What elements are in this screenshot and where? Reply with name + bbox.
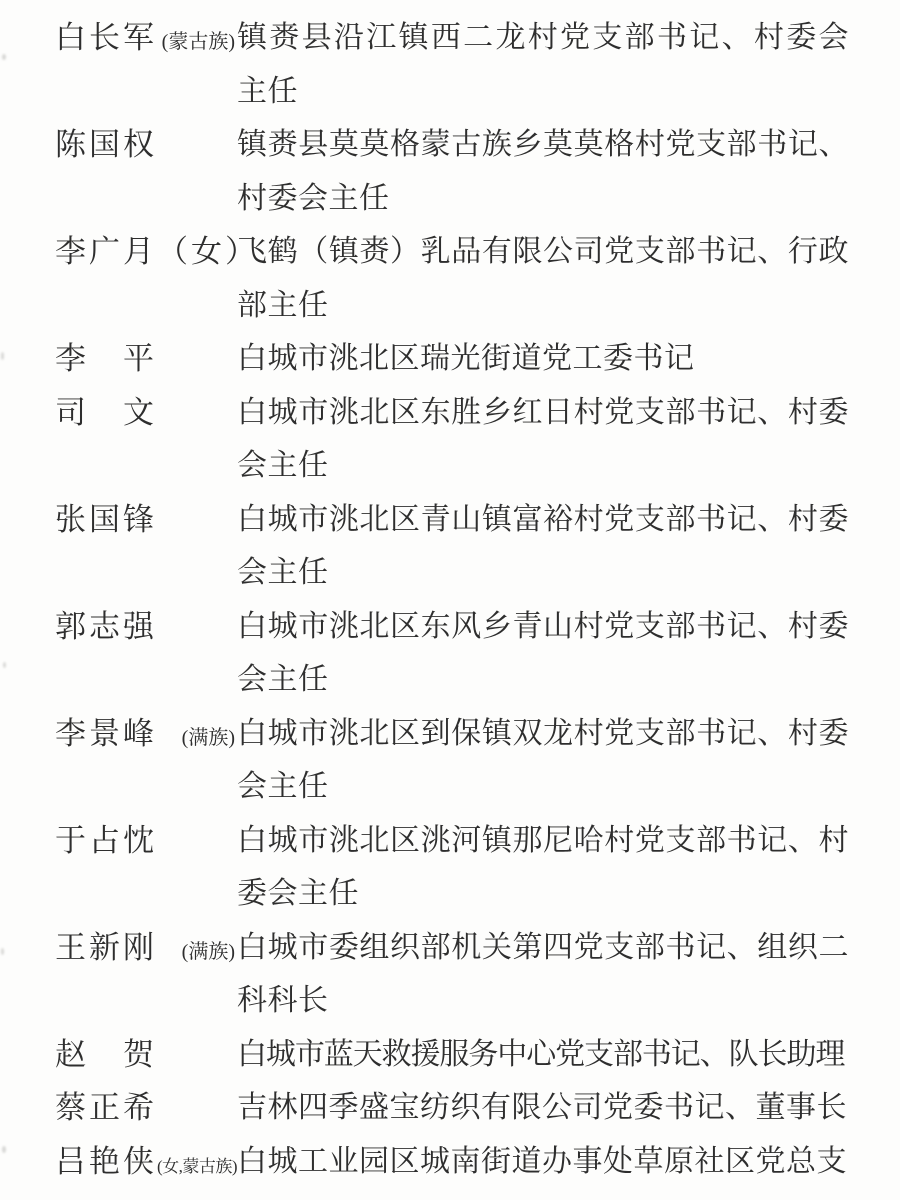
ethnicity-gender-annotation: (女,蒙古族) bbox=[157, 1156, 238, 1176]
description-line: 会主任 bbox=[237, 449, 329, 482]
scan-artifact bbox=[3, 662, 6, 668]
description-line: 镇赉县沿江镇西二龙村党支部书记、村委会 bbox=[237, 21, 849, 54]
person-name-text: 于占忱 bbox=[55, 822, 157, 858]
list-entry bbox=[55, 1135, 900, 1194]
person-name-text: 赵 贺 bbox=[55, 1036, 157, 1072]
description-line: 白城市委组织部机关第四党支部书记、组织二 bbox=[237, 930, 849, 964]
position-description bbox=[237, 332, 849, 386]
person-name bbox=[55, 332, 237, 386]
description-line: 白城市洮北区东胜乡红日村党支部书记、村委 bbox=[237, 395, 849, 429]
list-entry bbox=[55, 1081, 900, 1135]
description-line: 白城市洮北区到保镇双龙村党支部书记、村委 bbox=[237, 716, 849, 750]
description-line: 委会主任 bbox=[237, 877, 359, 910]
description-line: 吉林四季盛宝纺织有限公司党委书记、董事长 bbox=[237, 1091, 847, 1124]
position-description bbox=[237, 493, 849, 600]
person-name-text: 郭志强 bbox=[55, 608, 157, 644]
person-name-text: 司 文 bbox=[55, 394, 157, 430]
person-name-text: 李景峰 bbox=[55, 715, 157, 751]
person-name bbox=[55, 1028, 237, 1082]
list-entry bbox=[55, 493, 900, 600]
ethnicity-gender-annotation: (满族) bbox=[181, 940, 235, 963]
position-description bbox=[237, 921, 849, 1028]
recognition-list bbox=[55, 11, 900, 1193]
person-name-text: 蔡正希 bbox=[55, 1090, 157, 1125]
position-description bbox=[237, 814, 849, 921]
person-name bbox=[55, 1081, 237, 1135]
person-name bbox=[55, 11, 237, 70]
description-line: 科科长 bbox=[237, 984, 329, 1017]
person-name bbox=[55, 1135, 237, 1194]
position-description bbox=[237, 118, 849, 225]
description-line: 村委会主任 bbox=[237, 181, 390, 215]
person-name bbox=[55, 921, 237, 980]
person-name bbox=[55, 493, 237, 547]
description-line: 飞鹤（镇赉）乳品有限公司党支部书记、行政 bbox=[237, 235, 849, 268]
description-line: 白城市洮北区青山镇富裕村党支部书记、村委 bbox=[237, 502, 849, 536]
description-line: 白城市洮北区瑞光街道党工委书记 bbox=[237, 342, 695, 375]
person-name-text: 李广月（女） bbox=[55, 234, 259, 269]
list-entry bbox=[55, 332, 900, 386]
position-description bbox=[237, 11, 849, 118]
person-name bbox=[55, 386, 237, 440]
scan-artifact bbox=[1, 352, 4, 360]
position-description bbox=[237, 225, 849, 332]
scan-artifact bbox=[2, 1146, 6, 1153]
description-line: 部主任 bbox=[237, 288, 329, 322]
description-line: 白城市蓝天救援服务中心党支部书记、队长助理 bbox=[237, 1037, 845, 1071]
ethnicity-gender-annotation: (蒙古族) bbox=[161, 31, 235, 53]
description-line: 白城工业园区城南街道办事处草原社区党总支 bbox=[237, 1144, 847, 1178]
list-entry bbox=[55, 11, 900, 118]
description-line: 会主任 bbox=[237, 663, 329, 696]
scan-artifact bbox=[2, 54, 6, 60]
list-entry bbox=[55, 118, 900, 225]
person-name bbox=[55, 814, 237, 868]
person-name-text: 白长军 bbox=[55, 20, 157, 55]
scan-artifact bbox=[1, 948, 4, 955]
person-name-text: 陈国权 bbox=[55, 127, 157, 162]
person-name-text: 李 平 bbox=[55, 341, 157, 376]
list-entry bbox=[55, 225, 900, 332]
position-description bbox=[237, 1028, 849, 1082]
position-description bbox=[237, 600, 849, 707]
position-description bbox=[237, 1135, 849, 1189]
person-name bbox=[55, 707, 237, 766]
person-name bbox=[55, 225, 259, 279]
person-name bbox=[55, 600, 237, 654]
list-entry bbox=[55, 921, 900, 1028]
person-name-text: 王新刚 bbox=[55, 929, 157, 965]
position-description bbox=[237, 1081, 849, 1135]
position-description bbox=[237, 707, 849, 814]
ethnicity-gender-annotation: (满族) bbox=[181, 726, 235, 749]
list-entry bbox=[55, 386, 900, 493]
description-line: 镇赉县莫莫格蒙古族乡莫莫格村党支部书记、 bbox=[237, 128, 849, 161]
description-line: 会主任 bbox=[237, 556, 329, 589]
position-description bbox=[237, 386, 849, 493]
list-entry bbox=[55, 707, 900, 814]
list-entry bbox=[55, 600, 900, 707]
person-name-text: 吕艳侠 bbox=[55, 1143, 157, 1179]
description-line: 主任 bbox=[237, 74, 298, 108]
description-line: 白城市洮北区东风乡青山村党支部书记、村委 bbox=[237, 609, 849, 643]
description-line: 会主任 bbox=[237, 770, 329, 803]
person-name-text: 张国锋 bbox=[55, 501, 157, 537]
list-entry bbox=[55, 1028, 900, 1082]
person-name bbox=[55, 118, 237, 172]
list-entry bbox=[55, 814, 900, 921]
description-line: 白城市洮北区洮河镇那尼哈村党支部书记、村 bbox=[237, 823, 849, 857]
